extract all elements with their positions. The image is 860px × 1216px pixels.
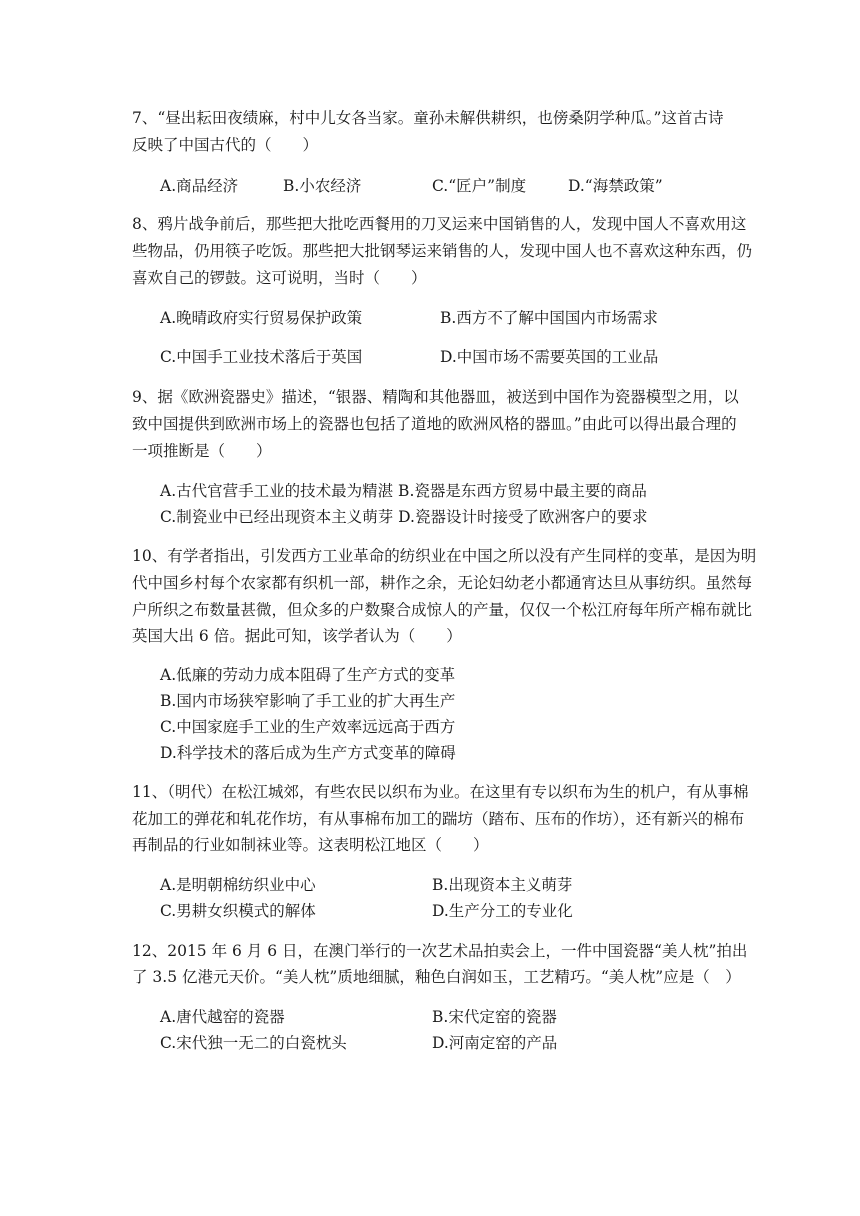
question-9-options-row-1: A.古代官营手工业的技术最为精湛 B.瓷器是东西方贸易中最主要的商品	[160, 482, 647, 500]
question-11-option-c: C.男耕女织模式的解体	[160, 902, 316, 920]
question-12-option-a: A.唐代越窑的瓷器	[160, 1008, 285, 1026]
question-12-stem-line-2: 了 3.5 亿港元天价。“美人枕”质地细腻，釉色白润如玉，工艺精巧。“美人枕”应是（ ）	[132, 968, 741, 986]
question-9-options-row-2: C.制瓷业中已经出现资本主义萌芽 D.瓷器设计时接受了欧洲客户的要求	[160, 508, 648, 526]
question-7-stem-line-2: 反映了中国古代的（ ）	[132, 136, 319, 154]
question-9-stem-line-3: 一项推断是（ ）	[132, 442, 272, 460]
question-9-stem-line-1: 9、据《欧洲瓷器史》描述，“银器、精陶和其他器皿，被送到中国作为瓷器模型之用，以	[132, 388, 739, 406]
question-11-stem-line-3: 再制品的行业如制袜业等。这表明松江地区（ ）	[132, 836, 489, 854]
question-11-stem-line-1: 11、（明代）在松江城郊，有些农民以织布为业。在这里有专以织布为生的机户，有从事棉	[132, 783, 749, 801]
question-11-stem-line-2: 花加工的弹花和轧花作坊，有从事棉布加工的踹坊（踏布、压布的作坊），还有新兴的棉布	[132, 810, 745, 828]
question-7-option-a: A.商品经济	[160, 177, 239, 195]
question-8-option-d: D.中国市场不需要英国的工业品	[440, 348, 659, 366]
question-10-option-a: A.低廉的劳动力成本阻碍了生产方式的变革	[160, 666, 456, 684]
question-7-option-b: B.小农经济	[283, 177, 362, 195]
question-8-stem-line-1: 8、鸦片战争前后，那些把大批吃西餐用的刀叉运来中国销售的人，发现中国人不喜欢用这	[132, 215, 747, 233]
question-7-option-c: C.“匠户”制度	[432, 177, 527, 195]
question-10-stem-line-2: 代中国乡村每个农家都有织机一部，耕作之余，无论妇幼老小都通宵达旦从事纺织。虽然每	[132, 574, 753, 592]
question-10-option-b: B.国内市场狭窄影响了手工业的扩大再生产	[160, 692, 456, 710]
question-10-option-d: D.科学技术的落后成为生产方式变革的障碍	[160, 744, 456, 762]
question-12-option-b: B.宋代定窑的瓷器	[432, 1008, 557, 1026]
question-9-stem-line-2: 致中国提供到欧洲市场上的瓷器也包括了道地的欧洲风格的器皿。”由此可以得出最合理的	[132, 415, 737, 433]
question-10-stem-line-4: 英国大出 6 倍。据此可知，该学者认为（ ）	[132, 627, 462, 645]
question-11-option-d: D.生产分工的专业化	[432, 902, 573, 920]
question-12-stem-line-1: 12、2015 年 6 月 6 日，在澳门举行的一次艺术品拍卖会上，一件中国瓷器“美人枕”拍出	[132, 942, 748, 960]
question-10-option-c: C.中国家庭手工业的生产效率远远高于西方	[160, 718, 456, 736]
question-8-option-a: A.晚晴政府实行贸易保护政策	[160, 309, 363, 327]
question-10-stem-line-1: 10、有学者指出，引发西方工业革命的纺织业在中国之所以没有产生同样的变革，是因为明	[132, 547, 757, 565]
question-10-stem-line-3: 户所织之布数量甚微，但众多的户数聚合成惊人的产量，仅仅一个松江府每年所产棉布就比	[132, 601, 753, 619]
question-11-option-b: B.出现资本主义萌芽	[432, 876, 573, 894]
question-11-option-a: A.是明朝棉纺织业中心	[160, 876, 316, 894]
question-8-option-b: B.西方不了解中国国内市场需求	[440, 309, 658, 327]
question-12-option-c: C.宋代独一无二的白瓷枕头	[160, 1034, 347, 1052]
question-7-option-d: D.“海禁政策”	[568, 177, 663, 195]
question-8-stem-line-2: 些物品，仍用筷子吃饭。那些把大批钢琴运来销售的人，发现中国人也不喜欢这种东西，仍	[132, 242, 753, 260]
question-8-option-c: C.中国手工业技术落后于英国	[160, 348, 363, 366]
question-12-option-d: D.河南定窑的产品	[432, 1034, 558, 1052]
question-7-stem-line-1: 7、“昼出耘田夜绩麻，村中儿女各当家。童孙未解供耕织，也傍桑阴学种瓜。”这首古诗	[132, 109, 724, 127]
question-8-stem-line-3: 喜欢自己的锣鼓。这可说明，当时（ ）	[132, 269, 427, 287]
